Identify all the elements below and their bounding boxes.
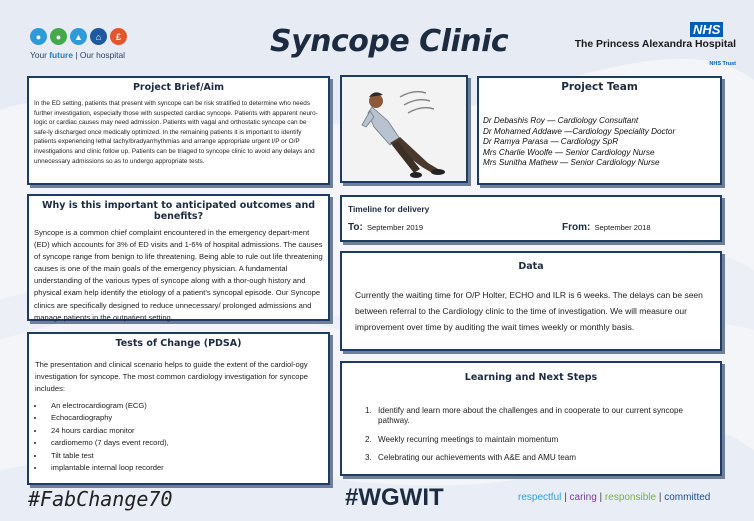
tagline xyxy=(30,50,125,60)
trust-subtitle: NHS Trust xyxy=(709,61,736,67)
timeline-title: Timeline for delivery xyxy=(348,204,430,214)
why-important-panel xyxy=(27,194,330,321)
project-team-panel xyxy=(477,76,722,185)
team-member: Dr Debashis Roy — Cardiology Consultant xyxy=(483,116,639,125)
timeline-from-value: September 2018 xyxy=(594,223,651,232)
timeline-to-value: September 2019 xyxy=(366,223,424,232)
data-panel xyxy=(340,251,722,351)
tagline-hospital: Our hospital xyxy=(79,50,125,60)
tagline-prefix: Your xyxy=(30,50,50,60)
values-separator: | xyxy=(596,492,605,503)
team-member: Dr Ramya Parasa — Cardiology SpR xyxy=(483,137,619,147)
hashtag-fabchange: #FabChange70 xyxy=(28,487,173,511)
project-brief-panel xyxy=(27,76,330,185)
family-icon: ● xyxy=(50,28,67,45)
why-important-title: Why is this important to anticipated outcomes and benefits? xyxy=(41,200,316,222)
page-title: Syncope Clinic xyxy=(270,24,509,59)
test-item: • Echocardiography xyxy=(45,412,328,425)
test-item: • Tilt table test xyxy=(45,450,328,463)
trust-values xyxy=(518,492,710,503)
home-icon: ⌂ xyxy=(90,28,107,45)
learning-list xyxy=(342,383,720,464)
timeline-from xyxy=(562,222,651,233)
tests-of-change-intro: The presentation and clinical scenario helps to guide the extent of the cardiol-ogy investigation for syncope. The most common cardiology investigation for syncope includes: xyxy=(35,360,308,394)
fainting-person-illustration xyxy=(340,75,468,183)
project-brief-text: In the ED setting, patients that present with syncope can be risk stratified to determine who needs further investigation, especially those with suspected cardiac syncope. Patients with apparent neuro-logic or cardiac causes may need admission. Patients with vagal and orthostatic syncope can be safe-ly discharged once medically optimized. In the remaining patients it is important to identify patients experiencing lethal tachy/bradyarrhythmias and arrange appropriate urgent I/P or O/P investigations and clinic follow up. Patients can be triaged to syncope clinic to avoid any delays and unnecessary admissions so as to undergo appropriate tests. xyxy=(34,100,318,165)
value-responsible: responsible xyxy=(604,492,657,503)
data-title: Data xyxy=(518,261,544,272)
test-item: • 24 hours cardiac monitor xyxy=(45,425,328,438)
trust-name: The Princess Alexandra Hospital xyxy=(574,39,736,50)
test-item: • An electrocardiogram (ECG) xyxy=(45,400,328,413)
learning-item: 2. Weekly recurring meetings to maintain momentum xyxy=(374,435,710,445)
values-separator: | xyxy=(561,492,570,503)
pound-icon: £ xyxy=(110,28,127,45)
learning-title: Learning and Next Steps xyxy=(464,372,598,383)
timeline-panel xyxy=(340,195,722,242)
data-text: Currently the waiting time for O/P Holter, ECHO and ILR is 6 weeks. The delays can be seen between referral to the Cardiology clinic to the time of investigation. We will measure our improvement over time by auditing the wait times weekly or monthly basis. xyxy=(355,290,703,333)
tests-of-change-title: Tests of Change (PDSA) xyxy=(115,338,242,349)
falling-man-icon xyxy=(342,77,466,181)
team-member: Mrs Charlie Woolfe — Senior Cardiology Nurse xyxy=(483,147,655,157)
tagline-future: future xyxy=(49,50,73,60)
test-item: • implantable internal loop recorder xyxy=(45,462,328,475)
value-caring: caring xyxy=(569,492,597,503)
timeline-from-label: From: xyxy=(562,222,591,233)
person-icon: ● xyxy=(30,28,47,45)
tests-list xyxy=(29,396,328,475)
test-item: • cardiomemo (7 days event record), xyxy=(45,437,328,450)
learning-item: 1. Identify and learn more about the challenges and in cooperate to our current syncope pathway. xyxy=(374,406,710,427)
project-brief-title: Project Brief/Aim xyxy=(132,82,225,93)
tagline-separator: | xyxy=(72,50,80,60)
growth-icon: ▲ xyxy=(70,28,87,45)
team-member: Dr Mohamed Addawe —Cardiology Speciality Doctor xyxy=(483,126,676,136)
hashtag-wgwit: #WGWIT xyxy=(345,484,444,511)
tests-of-change-panel xyxy=(27,332,330,485)
team-member-list xyxy=(479,93,720,169)
timeline-to xyxy=(348,222,423,233)
project-team-title: Project Team xyxy=(561,81,638,93)
learning-next-steps-panel xyxy=(340,361,722,476)
timeline-to-label: To: xyxy=(348,222,363,233)
team-member: Mrs Sunitha Mathew — Senior Cardiology Nurse xyxy=(483,158,660,168)
trust-logo-icons xyxy=(30,28,127,45)
values-separator: | xyxy=(656,492,665,503)
why-important-text: Syncope is a common chief complaint encountered in the emergency depart-ment (ED) which accounts for 3% of ED visits and 1-6% of hospital admissions. The causes of syncope range from benign to life threatening. Being able to rule out life threatening causes is one of the main goals of the emergency physician. A fundamental understanding of the various types of syncope along with a thor-ough history and physical exam help identify the etiology of a patient’s syncopal episode. Our Syncope clinics are specifically designed to reduce unnecessary/ prolonged admissions and manage patients in the outpatient setting. xyxy=(34,228,323,322)
nhs-logo: NHS xyxy=(690,22,723,37)
learning-item: 3. Celebrating our achievements with A&E and AMU team xyxy=(374,453,710,463)
value-respectful: respectful xyxy=(518,492,562,503)
value-committed: committed xyxy=(664,492,711,503)
